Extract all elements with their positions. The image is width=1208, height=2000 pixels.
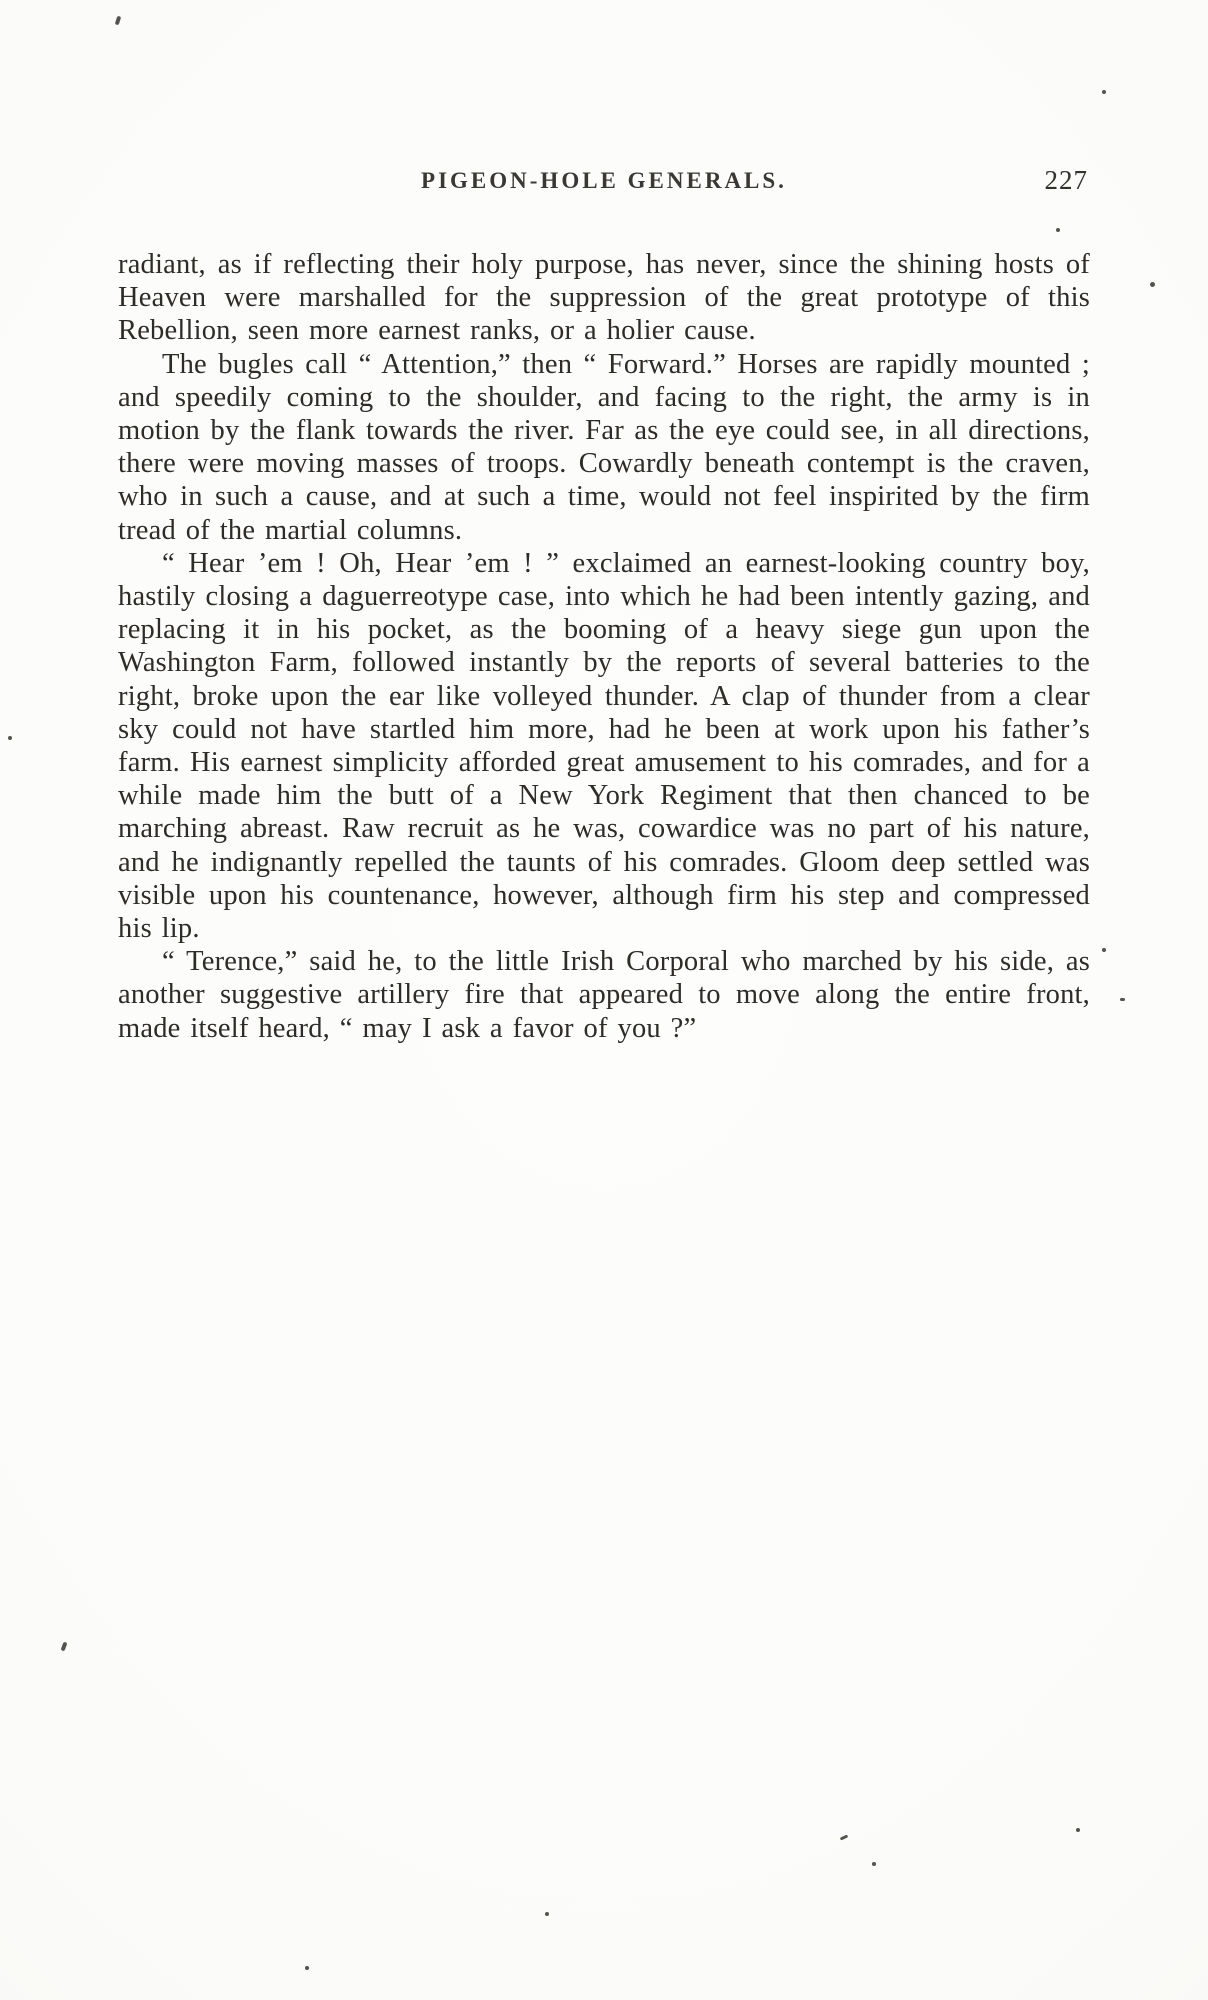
scan-speck <box>545 1912 549 1916</box>
paragraph-1: radiant, as if reflecting their holy purpose, has never, since the shining hosts of Heaven were marshalled for the suppression of the great prototype of this Rebellion, seen more earnest ranks, or a holier cause. <box>118 249 1090 347</box>
scan-speck <box>115 16 122 26</box>
scan-speck <box>1150 282 1155 287</box>
scan-speck <box>1076 1828 1080 1832</box>
scan-speck <box>872 1862 876 1866</box>
scan-speck <box>840 1834 849 1840</box>
page-number: 227 <box>1044 165 1088 195</box>
scan-speck <box>305 1966 309 1970</box>
text-column <box>118 165 1090 1045</box>
running-head <box>118 165 1090 214</box>
paragraph-2: The bugles call “ Attention,” then “ Forward.” Horses are rapidly mounted ; and speedily coming to the shoulder, and facing to the right, the army is in motion by the flank towards the river. Far as the eye could see, in all directions, there were moving masses of troops. Cowardly beneath contempt is the craven, who in such a cause, and at such a time, would not feel inspirited by the firm tread of the martial columns. <box>118 348 1090 546</box>
scan-speck <box>1102 948 1106 952</box>
scan-speck <box>1102 90 1106 94</box>
paragraph-4: “ Terence,” said he, to the little Irish Corporal who marched by his side, as another suggestive artillery fire that appeared to move along the entire front, made itself heard, “ may I ask a favor of you ?” <box>118 946 1090 1044</box>
scan-speck <box>1120 998 1125 1001</box>
body-text <box>118 248 1090 1045</box>
scan-speck <box>61 1642 68 1652</box>
page-title: PIGEON-HOLE GENERALS. <box>421 168 787 193</box>
scan-speck <box>8 736 12 740</box>
paragraph-3: “ Hear ’em ! Oh, Hear ’em ! ” exclaimed an earnest-looking country boy, hastily closing a daguerreotype case, into which he had been intently gazing, and replacing it in his pocket, as the booming of a heavy siege gun upon the Washington Farm, followed instantly by the reports of several batteries to the right, broke upon the ear like volleyed thunder. A clap of thunder from a clear sky could not have startled him more, had he been at work upon his father’s farm. His earnest simplicity afforded great amusement to his comrades, and for a while made him the butt of a New York Regiment that then chanced to be marching abreast. Raw recruit as he was, cowardice was no part of his nature, and he indignantly repelled the taunts of his comrades. Gloom deep settled was visible upon his countenance, however, although firm his step and compressed his lip. <box>118 547 1090 945</box>
